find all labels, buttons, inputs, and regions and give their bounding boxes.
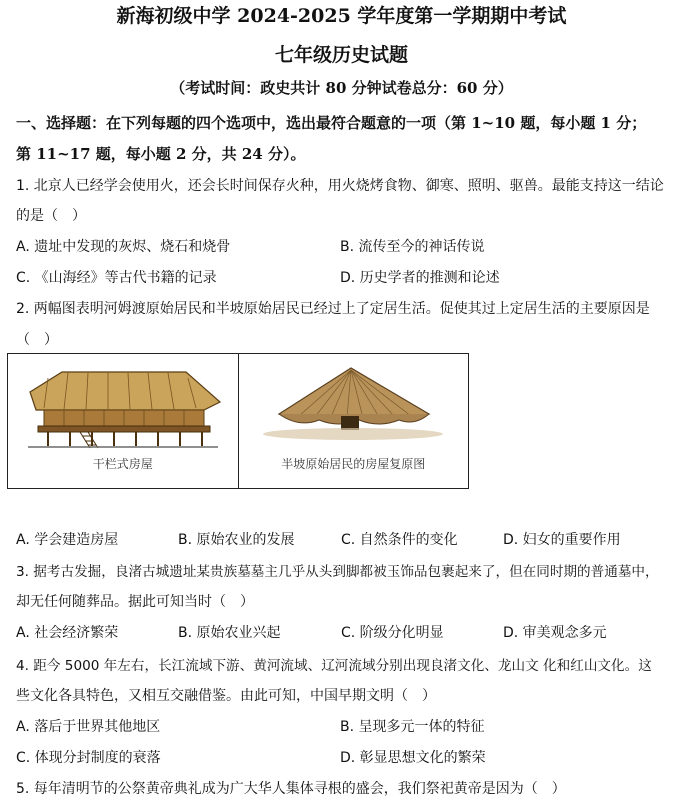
section-heading: 一、选择题：在下列每题的四个选项中，选出最符合题意的一项（第 1~10 题，每小题 1 分； bbox=[16, 114, 647, 132]
option-1a: A. 遗址中发现的灰烬、烧石和烧骨 bbox=[16, 239, 231, 255]
figure-stilt-house bbox=[8, 354, 238, 488]
question-1-stem-cont: 的是（ ） bbox=[16, 208, 86, 224]
question-1-stem: 1. 北京人已经学会使用火，还会长时间保存火种，用火烧烤食物、御寒、照明、驱兽。最能支持这一结论 bbox=[16, 178, 664, 194]
option-1d: D. 历史学者的推测和论述 bbox=[340, 270, 500, 286]
section-heading-cont: 第 11~17 题，每小题 2 分，共 24 分）。 bbox=[16, 145, 306, 163]
exam-info: （考试时间：政史共计 80 分钟试卷总分：60 分） bbox=[170, 79, 513, 97]
figure-caption-2: 半坡原始居民的房屋复原图 bbox=[281, 457, 426, 471]
figure-banpo-house bbox=[238, 354, 469, 488]
option-2b: B. 原始农业的发展 bbox=[178, 532, 295, 548]
option-2d: D. 妇女的重要作用 bbox=[503, 532, 621, 548]
paper-title: 七年级历史试题 bbox=[274, 44, 408, 66]
option-3c: C. 阶级分化明显 bbox=[341, 625, 444, 641]
question-3-stem: 3. 据考古发掘，良渚古城遗址某贵族墓墓主几乎从头到脚都被玉饰品包裹起来了，但在同时期的普通墓中， bbox=[16, 564, 659, 580]
figure-box bbox=[7, 353, 469, 489]
exam-title: 新海初级中学 2024-2025 学年度第一学期期中考试 bbox=[116, 5, 567, 27]
question-2-stem: 2. 两幅图表明河姆渡原始居民和半坡原始居民已经过上了定居生活。促使其过上定居生活的主要原因是 bbox=[16, 301, 650, 317]
option-1b: B. 流传至今的神话传说 bbox=[340, 239, 485, 255]
question-2-stem-cont: （ ） bbox=[16, 332, 58, 348]
question-4-stem-cont: 些文化各具特色，又相互交融借鉴。由此可知，中国早期文明（ ） bbox=[16, 688, 436, 704]
question-3-stem-cont: 却无任何随葬品。据此可知当时（ ） bbox=[16, 594, 254, 610]
option-2a: A. 学会建造房屋 bbox=[16, 532, 119, 548]
option-4c: C. 体现分封制度的衰落 bbox=[16, 750, 161, 766]
figure-caption-1: 干栏式房屋 bbox=[92, 457, 153, 471]
question-5-stem: 5. 每年清明节的公祭黄帝典礼成为广大华人集体寻根的盛会，我们祭祀黄帝是因为（ ） bbox=[16, 781, 566, 797]
option-4d: D. 彰显思想文化的繁荣 bbox=[340, 750, 486, 766]
option-4b: B. 呈现多元一体的特征 bbox=[340, 719, 485, 735]
option-3d: D. 审美观念多元 bbox=[503, 625, 607, 641]
option-1c: C. 《山海经》等古代书籍的记录 bbox=[16, 270, 217, 286]
option-4a: A. 落后于世界其他地区 bbox=[16, 719, 161, 735]
option-3a: A. 社会经济繁荣 bbox=[16, 625, 119, 641]
question-4-stem: 4. 距今 5000 年左右，长江流域下游、黄河流域、辽河流域分别出现良渚文化、龙山文 化和红山文化。这 bbox=[16, 658, 652, 674]
option-2c: C. 自然条件的变化 bbox=[341, 532, 458, 548]
option-3b: B. 原始农业兴起 bbox=[178, 625, 281, 641]
